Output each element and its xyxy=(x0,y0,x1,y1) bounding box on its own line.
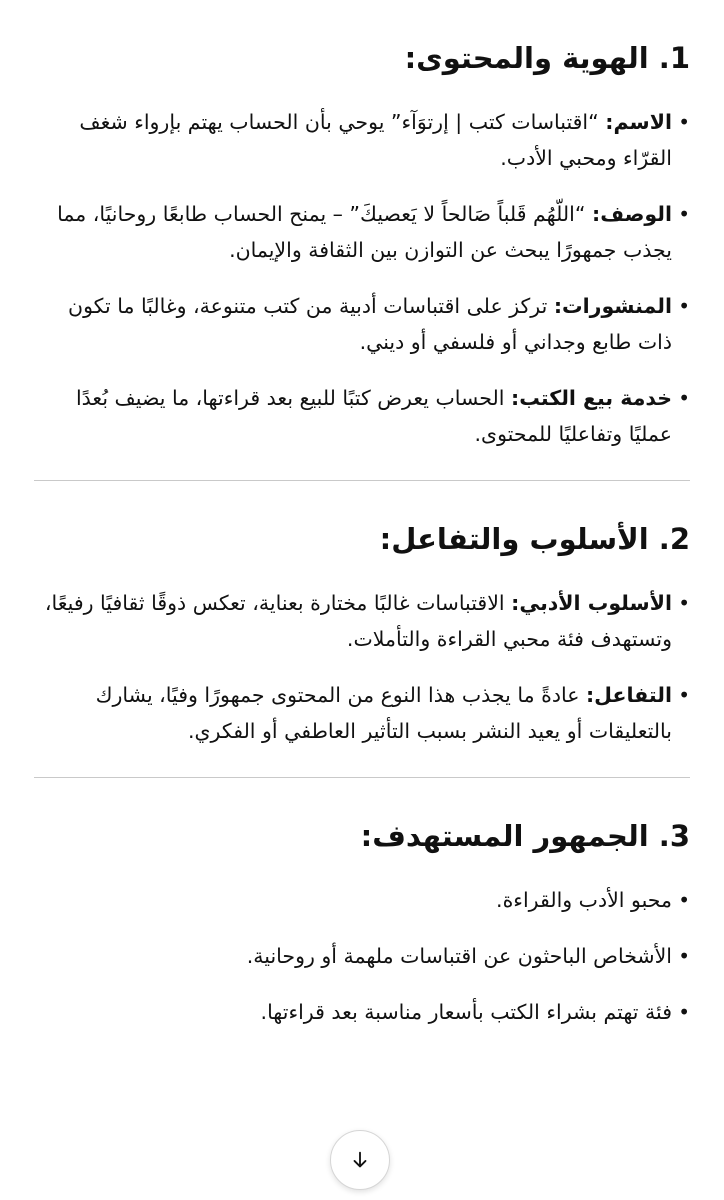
bullet-dot: • xyxy=(678,683,690,707)
scroll-down-button[interactable] xyxy=(330,1130,390,1190)
bullet-dot: • xyxy=(678,202,690,226)
item-text: الحساب يعرض كتبًا للبيع بعد قراءتها، ما يضيف بُعدًا عمليًا وتفاعليًا للمحتوى. xyxy=(75,386,672,446)
bullet-dot: • xyxy=(678,386,690,410)
list-item xyxy=(34,288,690,360)
list-item xyxy=(34,585,690,657)
list-item xyxy=(34,380,690,452)
section-divider xyxy=(34,777,690,778)
item-text: محبو الأدب والقراءة. xyxy=(496,888,672,912)
list-item xyxy=(34,104,690,176)
bullet-list-audience xyxy=(34,882,690,1030)
arrow-down-icon xyxy=(349,1149,371,1171)
list-item xyxy=(34,196,690,268)
item-label: الاسم: xyxy=(605,110,672,134)
section-title-identity: 1. الهوية والمحتوى: xyxy=(404,41,690,75)
item-text: “اقتباسات كتب | إرتوَآء” يوحي بأن الحساب يهتم بإرواء شغف القرّاء ومحبي الأدب. xyxy=(79,110,672,170)
item-text: فئة تهتم بشراء الكتب بأسعار مناسبة بعد قراءتها. xyxy=(260,1000,672,1024)
item-label: المنشورات: xyxy=(553,294,672,318)
item-text: الأشخاص الباحثون عن اقتباسات ملهمة أو روحانية. xyxy=(246,944,672,968)
item-label: الأسلوب الأدبي: xyxy=(511,591,672,615)
bullet-dot: • xyxy=(678,888,690,912)
item-label: الوصف: xyxy=(592,202,672,226)
section-title-style: 2. الأسلوب والتفاعل: xyxy=(379,522,690,556)
bullet-list-identity xyxy=(34,104,690,452)
item-text: تركز على اقتباسات أدبية من كتب متنوعة، وغالبًا ما تكون ذات طابع وجداني أو فلسفي أو ديني. xyxy=(68,294,672,354)
bullet-dot: • xyxy=(678,944,690,968)
item-label: التفاعل: xyxy=(585,683,672,707)
list-item xyxy=(34,882,690,918)
list-item xyxy=(34,677,690,749)
list-item xyxy=(34,994,690,1030)
bullet-dot: • xyxy=(678,591,690,615)
bullet-list-style xyxy=(34,585,690,749)
bullet-dot: • xyxy=(678,110,690,134)
bullet-dot: • xyxy=(678,1000,690,1024)
item-text: الاقتباسات غالبًا مختارة بعناية، تعكس ذوقًا ثقافيًا رفيعًا، وتستهدف فئة محبي القراءة والتأملات. xyxy=(44,591,672,651)
section-divider xyxy=(34,480,690,481)
bullet-dot: • xyxy=(678,294,690,318)
item-text: “اللّهُم قَلباً صَالحاً لا يَعصيكَ” – يمنح الحساب طابعًا روحانيًا، مما يجذب جمهورًا يبحث عن التوازن بين الثقافة والإيمان. xyxy=(57,202,672,262)
section-title-audience: 3. الجمهور المستهدف: xyxy=(360,819,690,853)
list-item xyxy=(34,938,690,974)
item-label: خدمة بيع الكتب: xyxy=(511,386,672,410)
item-text: عادةً ما يجذب هذا النوع من المحتوى جمهورًا وفيًا، يشارك بالتعليقات أو يعيد النشر بسبب التأثير العاطفي أو الفكري. xyxy=(95,683,672,743)
